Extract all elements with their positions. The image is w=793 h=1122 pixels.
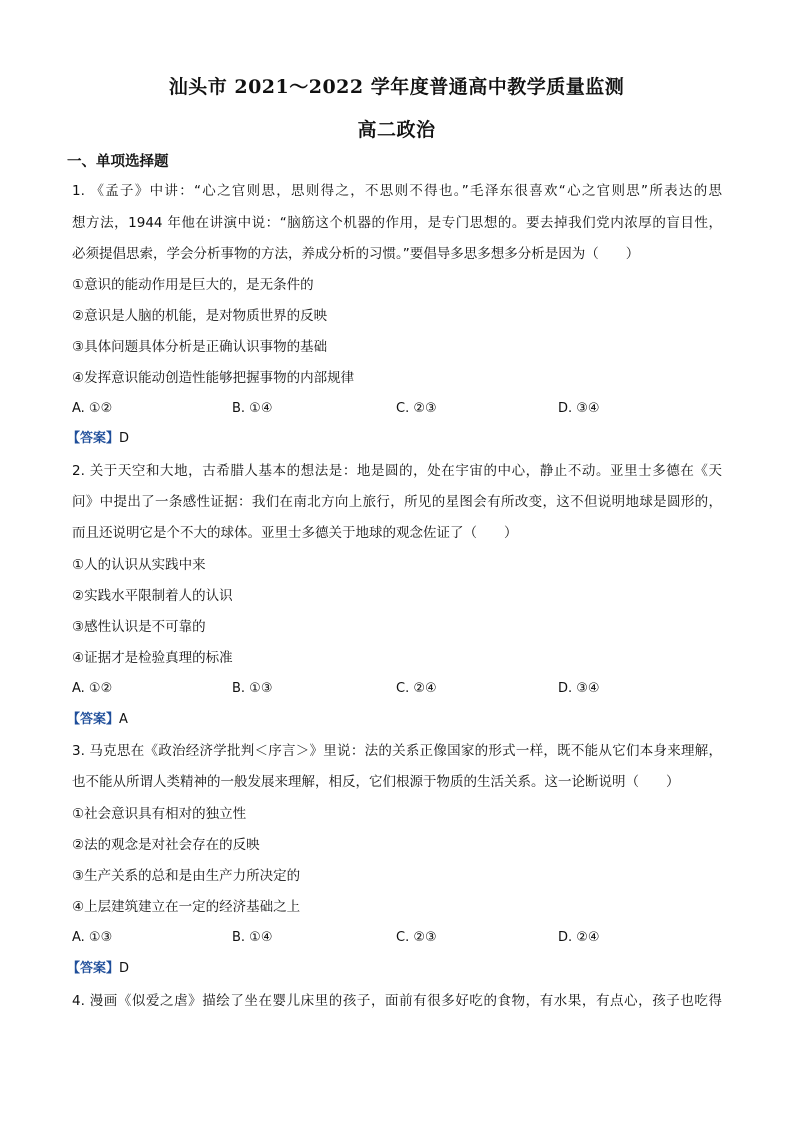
document-subtitle: 高二政治 (357, 119, 436, 141)
question-2-option-d: D. ③④ (558, 681, 600, 696)
question-1-stem-line-1: 1. 《孟子》中讲：“心之官则思，思则得之，不思则不得也。”毛泽东很喜欢“心之官则思”所表达的思 (72, 183, 722, 199)
question-3-option-c: C. ②③ (396, 930, 437, 945)
question-2-stem-line-2: 问》中提出了一条感性证据：我们在南北方向上旅行，所见的星图会有所改变，这不但说明地球是圆形的， (72, 494, 722, 510)
question-1-option-d: D. ③④ (558, 401, 600, 416)
question-3-option-a: A. ①③ (72, 930, 113, 945)
question-2-item-3: ③感性认识是不可靠的 (72, 619, 206, 635)
question-3-item-1: ①社会意识具有相对的独立性 (72, 806, 247, 822)
document-title: 汕头市 2021～2022 学年度普通高中教学质量监测 (168, 76, 625, 98)
question-2-option-a: A. ①② (72, 681, 113, 696)
question-1-item-3: ③具体问题具体分析是正确认识事物的基础 (72, 339, 328, 355)
question-1-stem-line-2: 想方法，1944 年他在讲演中说：“脑筋这个机器的作用，是专门思想的。要去掉我们党内浓厚的盲目性， (72, 215, 722, 231)
answer-tag: 【答案】 (67, 712, 120, 727)
question-1-option-b: B. ①④ (232, 401, 273, 416)
question-2-item-4: ④证据才是检验真理的标准 (72, 650, 233, 666)
question-1-stem-line-3: 必须提倡思索，学会分析事物的方法，养成分析的习惯。”要倡导多思多想多分析是因为（ ） (72, 246, 640, 262)
question-3-item-2: ②法的观念是对社会存在的反映 (72, 837, 260, 853)
question-2-option-c: C. ②④ (396, 681, 437, 696)
answer-tag: 【答案】 (67, 431, 120, 446)
question-1-item-4: ④发挥意识能动创造性能够把握事物的内部规律 (72, 370, 355, 386)
question-2-item-1: ①人的认识从实践中来 (72, 557, 206, 573)
question-2-stem-line-3: 而且还说明它是个不大的球体。亚里士多德关于地球的观念佐证了（ ） (72, 525, 518, 541)
question-2-answer (67, 711, 128, 729)
question-3-item-4: ④上层建筑建立在一定的经济基础之上 (72, 899, 301, 915)
question-4-stem-line-1: 4. 漫画《似爱之虐》描绘了坐在婴儿床里的孩子，面前有很多好吃的食物，有水果，有点心，孩子也吃得 (72, 993, 722, 1009)
question-2-stem-line-1: 2. 关于天空和大地，古希腊人基本的想法是：地是圆的，处在宇宙的中心，静止不动。亚里士多德在《天 (72, 463, 722, 479)
question-2-option-b: B. ①③ (232, 681, 273, 696)
answer-value: A (119, 712, 128, 727)
question-1-answer (67, 430, 129, 448)
answer-tag: 【答案】 (67, 961, 120, 976)
question-3-item-3: ③生产关系的总和是由生产力所决定的 (72, 868, 301, 884)
answer-value: D (119, 961, 130, 976)
question-1-item-2: ②意识是人脑的机能，是对物质世界的反映 (72, 308, 328, 324)
question-1-option-c: C. ②③ (396, 401, 437, 416)
question-2-item-2: ②实践水平限制着人的认识 (72, 588, 233, 604)
question-3-option-b: B. ①④ (232, 930, 273, 945)
question-1-item-1: ①意识的能动作用是巨大的，是无条件的 (72, 277, 314, 293)
question-3-stem-line-2: 也不能从所谓人类精神的一般发展来理解，相反，它们根源于物质的生活关系。这一论断说明（ ） (72, 774, 680, 790)
question-3-stem-line-1: 3. 马克思在《政治经济学批判＜序言＞》里说：法的关系正像国家的形式一样，既不能从它们本身来理解， (72, 743, 722, 759)
answer-value: D (119, 431, 130, 446)
question-3-option-d: D. ②④ (558, 930, 600, 945)
question-3-answer (67, 960, 129, 978)
section-heading: 一、单项选择题 (67, 154, 169, 170)
question-1-option-a: A. ①② (72, 401, 113, 416)
